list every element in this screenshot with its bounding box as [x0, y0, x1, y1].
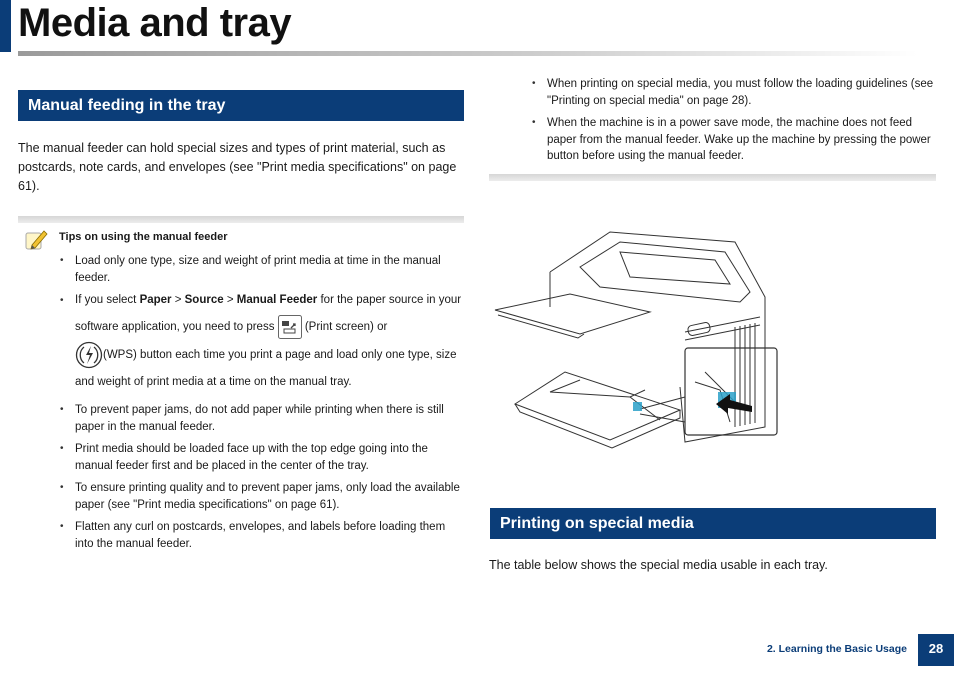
printer-manual-feeder-illustration [490, 222, 790, 452]
footer-chapter: 2. Learning the Basic Usage [766, 643, 907, 655]
menu-path-source: Source [184, 294, 224, 306]
notes-list [547, 76, 937, 171]
list-item [75, 519, 464, 552]
tip-text: (Print screen) or [301, 321, 388, 333]
section-heading-manual-feeding: Manual feeding in the tray [18, 90, 464, 121]
tip-text: (WPS) button each time you print a page and load only one type, size and weight of print media at a time on the manual tray. [75, 349, 457, 389]
title-rule [18, 51, 918, 56]
tip-text: Load only one type, size and weight of print media at time in the manual feeder. [75, 255, 441, 284]
notes-rule [489, 174, 936, 181]
tips-list [75, 253, 464, 558]
wps-button-icon [75, 341, 103, 369]
list-item [547, 76, 937, 109]
note-pencil-icon [24, 228, 48, 252]
list-item [75, 480, 464, 513]
tips-title: Tips on using the manual feeder [59, 231, 228, 243]
page-number: 28 [918, 634, 954, 666]
list-item [75, 287, 464, 396]
tips-rule [18, 216, 464, 223]
menu-separator: > [171, 294, 185, 306]
tip-text: for the paper source in your software application, you need to press [75, 294, 462, 333]
tip-text: Print media should be loaded face up with the top edge going into the manual feeder first and be placed in the center of the tray. [75, 443, 428, 472]
list-item [547, 115, 937, 165]
page-title: Media and tray [18, 1, 292, 45]
title-accent-bar [0, 0, 11, 52]
list-item [75, 402, 464, 435]
section-heading-special-media: Printing on special media [490, 508, 936, 539]
note-text: When printing on special media, you must follow the loading guidelines (see "Printing on special media" on page 28). [547, 78, 934, 107]
list-item [75, 441, 464, 474]
menu-path-manual-feeder: Manual Feeder [236, 294, 318, 306]
note-text: When the machine is in a power save mode, the machine does not feed paper from the manual feeder. Wake up the machine by pressing the power button before using the manual feeder. [547, 117, 931, 162]
menu-path-paper: Paper [139, 294, 172, 306]
tip-text: To ensure printing quality and to prevent paper jams, only load the available paper (see "Print media specifications" on page 61). [75, 482, 460, 511]
menu-separator: > [223, 294, 237, 306]
tip-text: Flatten any curl on postcards, envelopes, and labels before loading them into the manual feeder. [75, 521, 446, 550]
list-item [75, 253, 464, 286]
print-screen-button-icon [278, 315, 302, 339]
tip-text: To prevent paper jams, do not add paper while printing when there is still paper in the manual feeder. [75, 404, 444, 433]
manual-feeding-intro: The manual feeder can hold special sizes and types of print material, such as postcards, note cards, and envelopes (see "Print media specifications" on page 61). [18, 141, 457, 193]
tip-text: If you select [75, 294, 140, 306]
special-media-intro: The table below shows the special media usable in each tray. [489, 558, 828, 572]
